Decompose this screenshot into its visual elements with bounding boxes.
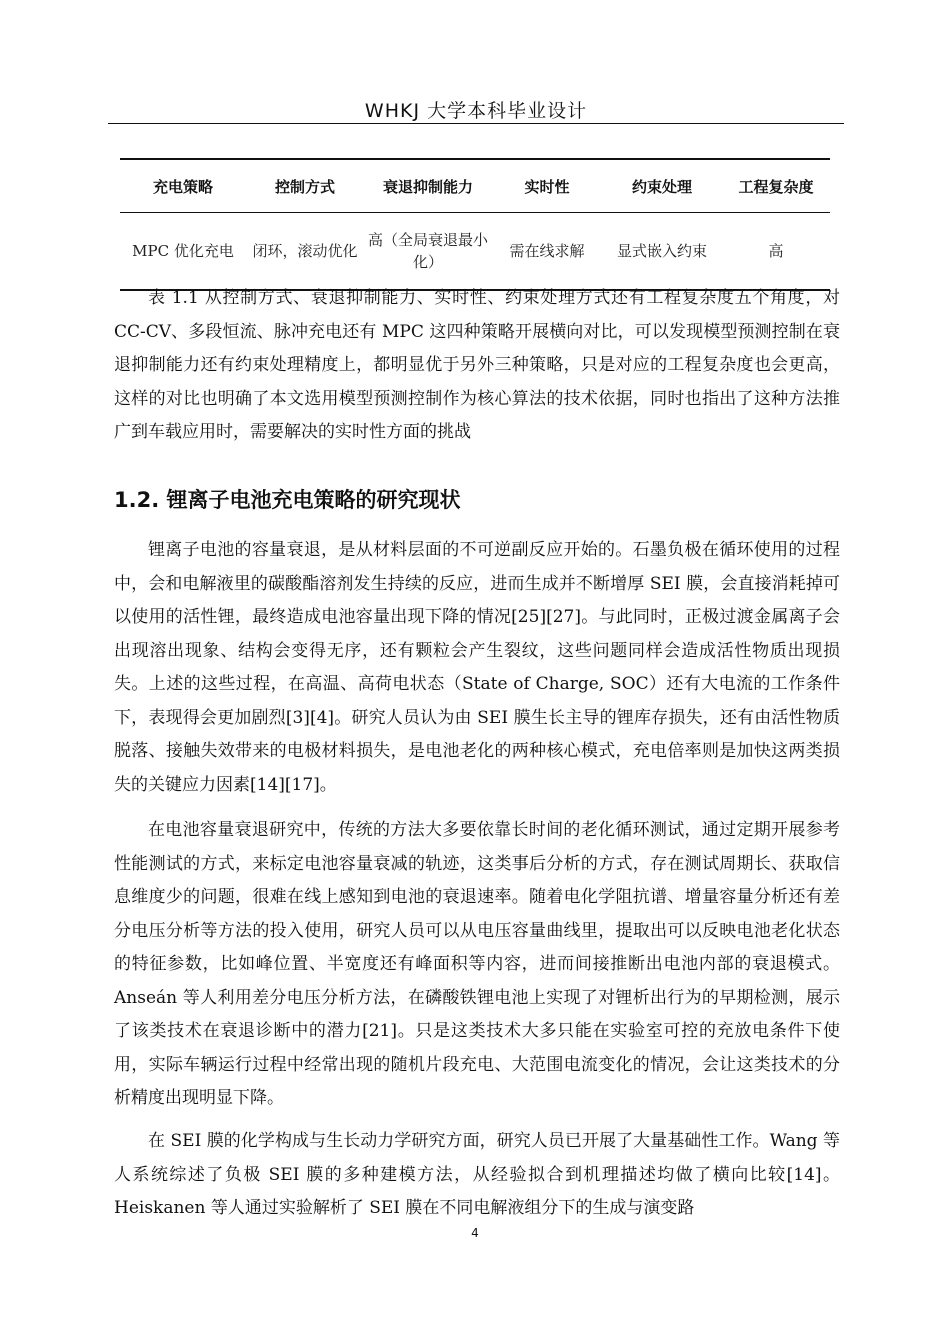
table-header-cell: 衰退抑制能力 [364,159,492,213]
table-cell: 闭环，滚动优化 [246,213,364,291]
page-number: 4 [471,1226,479,1240]
paragraph-aging-diagnosis: 在电池容量衰退研究中，传统的方法大多要依靠长时间的老化循环测试，通过定期开展参考性能测试的方式，来标定电池容量衰减的轨迹，这类事后分析的方式，存在测试周期长、获取信息维度少的问题，很难在线上感知到电池的衰退速率。随着电化学阻抗谱、增量容量分析还有差分电压分析等方法的投入使用，研究人员可以从电压容量曲线里，提取出可以反映电池老化状态的特征参数，比如峰位置、半宽度还有峰面积等内容，进而间接推断出电池内部的衰退模式。Anseán 等人利用差分电压分析方法，在磷酸铁锂电池上实现了对锂析出行为的早期检测，展示了该类技术在衰退诊断中的潜力[21]。只是这类技术大多只能在实验室可控的充放电条件下使用，实际车辆运行过程中经常出现的随机片段充电、大范围电流变化的情况，会让这类技术的分析精度出现明显下降。 [114,820,840,1108]
strategy-comparison-table [120,158,830,291]
paragraph-table-discussion: 表 1.1 从控制方式、衰退抑制能力、实时性、约束处理方式还有工程复杂度五个角度，对 CC-CV、多段恒流、脉冲充电还有 MPC 这四种策略开展横向对比，可以发现模型预测控制在衰退抑制能力还有约束处理精度上，都明显优于另外三种策略，只是对应的工程复杂度也会更高，这样的对比也明确了本文选用模型预测控制作为核心算法的技术依据，同时也指出了这种方法推广到车载应用时，需要解决的实时性方面的挑战 [114,288,840,442]
section-heading: 1.2. 锂离子电池充电策略的研究现状 [114,488,461,512]
table-cell: MPC 优化充电 [120,213,246,291]
paragraph-capacity-fade: 锂离子电池的容量衰退，是从材料层面的不可逆副反应开始的。石墨负极在循环使用的过程中，会和电解液里的碳酸酯溶剂发生持续的反应，进而生成并不断增厚 SEI 膜，会直接消耗掉可以使用的活性锂，最终造成电池容量出现下降的情况[25][27]。与此同时，正极过渡金属离子会出现溶出现象、结构会变得无序，还有颗粒会产生裂纹，这些问题同样会造成活性物质出现损失。上述的这些过程，在高温、高荷电状态（State of Charge, SOC）还有大电流的工作条件下，表现得会更加剧烈[3][4]。研究人员认为由 SEI 膜生长主导的锂库存损失，还有由活性物质脱落、接触失效带来的电极材料损失，是电池老化的两种核心模式，充电倍率则是加快这两类损失的关键应力因素[14][17]。 [114,540,840,795]
header-divider [108,123,844,124]
table-cell: 高 [722,213,830,291]
table-cell: 需在线求解 [492,213,602,291]
table-cell: 显式嵌入约束 [602,213,722,291]
page-header-title: WHKJ 大学本科毕业设计 [364,100,588,122]
table-header-cell: 约束处理 [602,159,722,213]
table-header-cell: 工程复杂度 [722,159,830,213]
table-header-cell: 充电策略 [120,159,246,213]
table-cell: 高（全局衰退最小化） [364,213,492,291]
table-header-cell: 实时性 [492,159,602,213]
table-row [120,213,830,291]
paragraph-sei-research: 在 SEI 膜的化学构成与生长动力学研究方面，研究人员已开展了大量基础性工作。Wang 等人系统综述了负极 SEI 膜的多种建模方法，从经验拟合到机理描述均做了横向比较[14]。Heiskanen 等人通过实验解析了 SEI 膜在不同电解液组分下的生成与演变路 [114,1131,840,1218]
table-header-cell: 控制方式 [246,159,364,213]
table-header-row [120,159,830,213]
